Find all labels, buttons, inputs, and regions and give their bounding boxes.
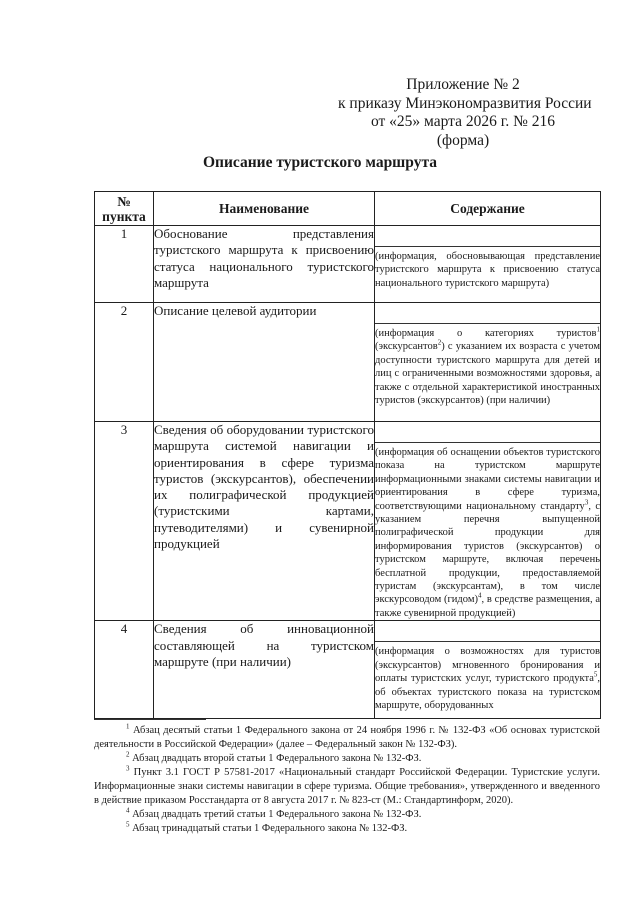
row-name: Обоснование представления туристского маршрута к присвоению статуса национального туристского маршрута (154, 226, 375, 303)
table-row (95, 621, 601, 719)
row-content-text: (информация о возможностях для туристов (экскурсантов) мгновенного бронирования и оплаты туристских услуг, туристского продукта$^5$, об объектах туристского показа на туристском маршруте, оборудованных (375, 646, 600, 711)
annex-line: (форма) (436, 131, 490, 149)
row-num: 1 (95, 226, 154, 303)
footnote-ref[interactable]: 3 (584, 498, 589, 507)
fill-line (375, 323, 600, 324)
row-content-text: (информация, обосновывающая представление туристского маршрута к присвоению статуса национального туристского маршрута) (375, 251, 600, 289)
document-title: Описание туристского маршрута (202, 154, 437, 171)
row-content-text: (информация об оснащении объектов туристского показа на туристском маршруте информационными знаками системы навигации и ориентирования в сфере туризма, соответствующими национальному стандарту$^3$, с указанием перечня выпущенной полиграфической продукции для информирования туристов (экскурсантов) о туристском маршруте, включая перечень бесплатной продукции, предоставляемой туристам (экскурсантам), в том числе экскурсоводом (гидом)$^4$, в средстве размещения, а также сувенирной продукцией) (375, 447, 600, 619)
footnote: $^1$ Абзац десятый статьи 1 Федерального закона от 24 ноября 1996 г. № 132-ФЗ «Об основах туристской деятельности в Российской Федерации» (далее – Федеральный закон № 132-ФЗ). (94, 722, 600, 750)
footnote: $^2$ Абзац двадцать второй статьи 1 Федерального закона № 132-ФЗ. (126, 750, 422, 764)
row-content (375, 422, 601, 621)
annex-line: к приказу Минэкономразвития России (338, 94, 592, 112)
row-content-text: (информация о категориях туристов$^1$ (экскурсантов$^2$) с указанием их возраста с учетом доступности туристского маршрута для детей и лиц с ограниченными возможностями здоровья, а также с отдельной характеристикой иностранных туристов (экскурсантов) (при наличии) (375, 325, 600, 407)
table-row (95, 422, 601, 621)
table-row (95, 226, 601, 303)
row-num: 2 (95, 303, 154, 422)
fill-line (375, 641, 600, 642)
annex-header (338, 76, 592, 150)
table-row (95, 303, 601, 422)
footnote: $^5$ Абзац тринадцатый статьи 1 Федерального закона № 132-ФЗ. (126, 820, 408, 834)
footnote-ref[interactable]: 1 (596, 325, 600, 334)
footnote-ref[interactable]: 4 (477, 591, 482, 600)
footnote-separator (94, 719, 206, 720)
row-name: Описание целевой аудитории (154, 303, 375, 422)
row-num: 4 (95, 621, 154, 719)
footnote-ref[interactable]: 5 (593, 670, 598, 679)
header-name: Наименование (154, 192, 375, 226)
footnote: $^4$ Абзац двадцать третий статьи 1 Федерального закона № 132-ФЗ. (126, 806, 422, 820)
fill-line (375, 246, 600, 247)
annex-line: от «25» марта 2026 г. № 216 (370, 113, 556, 130)
header-content: Содержание (375, 192, 601, 226)
row-num: 3 (95, 422, 154, 621)
fill-line (375, 442, 600, 443)
row-content (375, 226, 601, 303)
row-content (375, 621, 601, 719)
row-name: Сведения об инновационной составляющей на туристском маршруте (при наличии) (154, 621, 375, 719)
row-name: Сведения об оборудовании туристского маршрута системой навигации и ориентирования в сфере туризма туристов (экскурсантов), обеспечении их полиграфической продукцией (туристскими картами, путеводителями) и сувенирной продукцией (154, 422, 375, 621)
table-header-row (95, 192, 601, 226)
annex-line: Приложение № 2 (406, 76, 520, 93)
route-table (94, 191, 601, 719)
footnotes (94, 724, 600, 836)
footnote: $^3$ Пункт 3.1 ГОСТ Р 57581-2017 «Национальный стандарт Российской Федерации. Туристские услуги. Информационные знаки системы навигации в сфере туризма. Общие требования», утвержденного и введенного в действие приказом Росстандарта от 8 августа 2017 г. № 823-ст (М.: Стандартинформ, 2020). (94, 764, 600, 806)
row-content (375, 303, 601, 422)
footnote-ref[interactable]: 2 (437, 338, 442, 347)
header-num: № пункта (95, 192, 154, 226)
